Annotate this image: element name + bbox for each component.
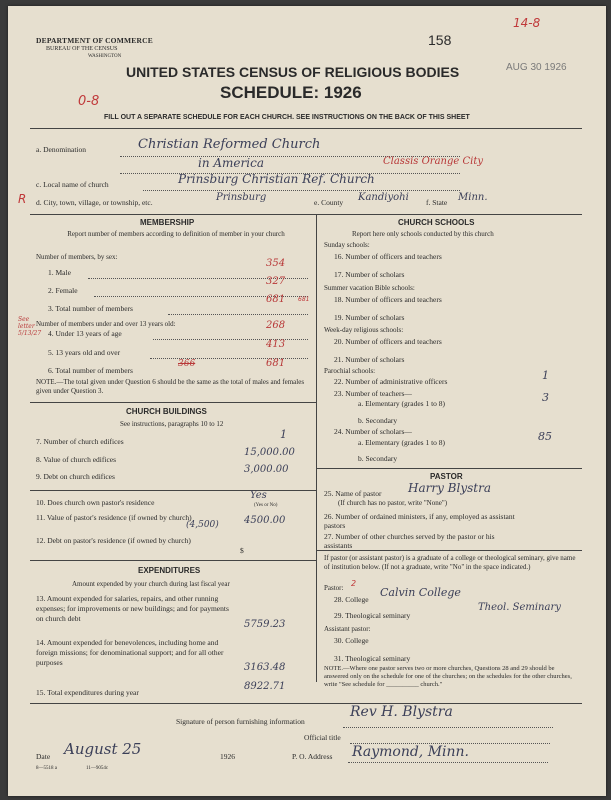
q12-label: 12. Debt on pastor's residence (if owned by church) bbox=[36, 536, 191, 545]
q1-value: 354 bbox=[266, 258, 286, 269]
q5-label: 5. 13 years old and over bbox=[48, 348, 121, 357]
q2-label: 2. Female bbox=[48, 286, 78, 295]
q15-value: 8922.71 bbox=[244, 681, 286, 692]
q9-label: 9. Debt on church edifices bbox=[36, 472, 115, 481]
parochial-label: Parochial schools: bbox=[324, 367, 376, 375]
q22-label: 22. Number of administrative officers bbox=[334, 377, 448, 386]
q11-old-value: (4,500) bbox=[186, 520, 219, 530]
pastor-mark: 2 bbox=[351, 579, 357, 588]
form-code: 8—5518 a bbox=[36, 766, 57, 771]
denomination-value: Christian Reformed Church bbox=[138, 137, 321, 152]
year-value: 1926 bbox=[220, 752, 235, 761]
divider bbox=[30, 490, 316, 491]
dot-leader bbox=[168, 314, 308, 315]
q14-label: 14. Amount expended for benevolences, including home and foreign missions; for denominational support; and for all other purposes bbox=[36, 638, 224, 667]
dot-leader bbox=[343, 727, 553, 728]
q20-label: 20. Number of officers and teachers bbox=[334, 337, 442, 346]
classis-note: Classis Orange City bbox=[383, 156, 483, 167]
city-label: d. City, town, village, or township, etc. bbox=[36, 198, 153, 207]
q3-label: 3. Total number of members bbox=[48, 304, 133, 313]
official-title-label: Official title bbox=[304, 733, 341, 742]
county-label: e. County bbox=[314, 198, 344, 207]
margin-note: See letter 5/13/27 bbox=[18, 316, 42, 337]
q24-label: 24. Number of scholars— bbox=[334, 427, 412, 436]
q7-value: 1 bbox=[280, 428, 287, 441]
buildings-heading: CHURCH BUILDINGS bbox=[126, 407, 207, 416]
q5-value: 413 bbox=[266, 339, 286, 350]
q24a-label: a. Elementary (grades 1 to 8) bbox=[358, 438, 446, 447]
county-value: Kandiyohi bbox=[358, 192, 409, 203]
q8-value: 15,000.00 bbox=[244, 447, 295, 458]
q25-label: 25. Name of pastor bbox=[324, 489, 382, 498]
summer-label: Summer vacation Bible schools: bbox=[324, 284, 415, 292]
divider bbox=[316, 550, 582, 551]
q23-label: 23. Number of teachers— bbox=[334, 389, 412, 398]
q3-value: 681 bbox=[266, 294, 286, 305]
q1-label: 1. Male bbox=[48, 268, 71, 277]
q25-value: Harry Blystra bbox=[408, 481, 491, 495]
divider bbox=[30, 560, 316, 561]
q4-value: 268 bbox=[266, 320, 286, 331]
q31-label: 31. Theological seminary bbox=[334, 654, 411, 663]
q16-label: 16. Number of officers and teachers bbox=[334, 252, 442, 261]
q25-hint: (If church has no pastor, write "None") bbox=[338, 499, 448, 507]
margin-letter: R bbox=[18, 192, 27, 206]
q9-value: 3,000.00 bbox=[244, 464, 289, 475]
state-value: Minn. bbox=[458, 192, 488, 203]
q29-value: Theol. Seminary bbox=[478, 602, 561, 613]
q21-label: 21. Number of scholars bbox=[334, 355, 405, 364]
q30-label: 30. College bbox=[334, 636, 369, 645]
q8-label: 8. Value of church edifices bbox=[36, 455, 117, 464]
q3-note: 681 bbox=[298, 296, 310, 303]
q14-value: 3163.48 bbox=[244, 662, 286, 673]
q11-label: 11. Value of pastor's residence (if owned by church) bbox=[36, 513, 192, 522]
denomination-label: a. Denomination bbox=[36, 145, 86, 154]
date-label: Date bbox=[36, 752, 51, 761]
denomination-value-2: in America bbox=[198, 156, 264, 170]
q15-label: 15. Total expenditures during year bbox=[36, 688, 139, 697]
q2-value: 327 bbox=[266, 276, 286, 287]
q19-label: 19. Number of scholars bbox=[334, 313, 405, 322]
church-name-value: Prinsburg Christian Ref. Church bbox=[178, 172, 375, 186]
buildings-sub: See instructions, paragraphs 10 to 12 bbox=[120, 420, 224, 428]
census-schedule-sheet bbox=[8, 6, 606, 796]
form-instructions: FILL OUT A SEPARATE SCHEDULE FOR EACH CHURCH. SEE INSTRUCTIONS ON THE BACK OF THIS SHEET bbox=[104, 114, 470, 121]
q22-value: 1 bbox=[542, 369, 549, 382]
date-stamp: AUG 30 1926 bbox=[506, 62, 567, 73]
pastor-label: Pastor: bbox=[324, 584, 344, 592]
schedule-number: 158 bbox=[428, 32, 452, 48]
divider bbox=[30, 214, 582, 215]
divider bbox=[30, 703, 582, 704]
membership-intro: Report number of members according to definition of member in your church bbox=[67, 230, 285, 238]
q12-dollar: $ bbox=[240, 546, 244, 555]
q6-old-value: 366 bbox=[178, 359, 196, 369]
divider bbox=[316, 468, 582, 469]
dot-leader bbox=[348, 762, 548, 763]
divider bbox=[30, 128, 582, 129]
corner-mark: 14-8 bbox=[513, 16, 541, 30]
q11-value: 4500.00 bbox=[244, 515, 286, 526]
membership-note: NOTE.—The total given under Question 6 should be the same as the total of males and females given under Question 3. bbox=[36, 378, 305, 395]
q6-label: 6. Total number of members bbox=[48, 366, 133, 375]
q23a-label: a. Elementary (grades 1 to 8) bbox=[358, 399, 446, 408]
sunday-label: Sunday schools: bbox=[324, 241, 370, 249]
q18-label: 18. Number of officers and teachers bbox=[334, 295, 442, 304]
expenditures-sub: Amount expended by your church during last fiscal year bbox=[72, 580, 230, 588]
q7-label: 7. Number of church edifices bbox=[36, 437, 124, 446]
schools-heading: CHURCH SCHOOLS bbox=[398, 218, 475, 227]
q10-label: 10. Does church own pastor's residence bbox=[36, 498, 155, 507]
weekday-label: Week-day religious schools: bbox=[324, 326, 404, 334]
q23a-value: 3 bbox=[542, 391, 549, 404]
state-label: f. State bbox=[426, 198, 448, 207]
pastor-heading: PASTOR bbox=[430, 472, 463, 481]
form-code-2: 11—9054c bbox=[86, 766, 109, 771]
q23b-label: b. Secondary bbox=[358, 416, 398, 425]
pastor-note: NOTE.—Where one pastor serves two or more churches, Questions 28 and 29 should be answered only on the schedule for one of the churches; on the schedules for the other churches, write "See schedule for __________ church." bbox=[324, 665, 572, 688]
q24a-value: 85 bbox=[538, 430, 552, 443]
expenditures-heading: EXPENDITURES bbox=[138, 566, 201, 575]
schools-intro: Report here only schools conducted by this church bbox=[352, 230, 494, 238]
divider bbox=[30, 402, 316, 403]
signature-label: Signature of person furnishing information bbox=[176, 717, 305, 726]
city-value: Prinsburg bbox=[216, 192, 267, 203]
column-divider bbox=[316, 214, 317, 682]
q27-label: 27. Number of other churches served by the pastor or his assistants bbox=[324, 532, 495, 550]
q13-value: 5759.23 bbox=[244, 619, 286, 630]
city-name: WASHINGTON bbox=[88, 54, 122, 59]
q6-value: 681 bbox=[266, 358, 286, 369]
q26-label: 26. Number of ordained ministers, if any, employed as assistant pastors bbox=[324, 512, 515, 530]
q24b-label: b. Secondary bbox=[358, 454, 398, 463]
age-intro: Number of members under and over 13 years old: bbox=[36, 320, 176, 328]
side-mark: 0-8 bbox=[78, 94, 100, 109]
q4-label: 4. Under 13 years of age bbox=[48, 329, 122, 338]
form-title: UNITED STATES CENSUS OF RELIGIOUS BODIES bbox=[126, 64, 460, 80]
church-name-line bbox=[143, 190, 460, 191]
q28-label: 28. College bbox=[334, 595, 369, 604]
signature-value: Rev H. Blystra bbox=[350, 704, 453, 720]
assistant-label: Assistant pastor: bbox=[324, 625, 371, 633]
bureau-name: BUREAU OF THE CENSUS bbox=[46, 46, 118, 52]
q17-label: 17. Number of scholars bbox=[334, 270, 405, 279]
college-intro: If pastor (or assistant pastor) is a graduate of a college or theological seminary, give name of institution below. (If not a graduate, write "No" in the space indicated.) bbox=[324, 554, 576, 571]
address-value: Raymond, Minn. bbox=[352, 744, 469, 760]
by-sex-label: Number of members, by sex: bbox=[36, 253, 118, 261]
address-label: P. O. Address bbox=[292, 752, 333, 761]
department-name: DEPARTMENT OF COMMERCE bbox=[36, 36, 153, 45]
q29-label: 29. Theological seminary bbox=[334, 611, 411, 620]
date-value: August 25 bbox=[64, 740, 142, 758]
q13-label: 13. Amount expended for salaries, repairs, and other running expenses; for improvements or new buildings; and for payments on church debt bbox=[36, 594, 229, 623]
q10-hint: (Yes or No) bbox=[254, 503, 278, 508]
church-name-label: c. Local name of church bbox=[36, 180, 109, 189]
q28-value: Calvin College bbox=[380, 586, 461, 599]
form-subtitle: SCHEDULE: 1926 bbox=[220, 83, 362, 102]
q10-value: Yes bbox=[250, 490, 267, 501]
membership-heading: MEMBERSHIP bbox=[140, 218, 195, 227]
